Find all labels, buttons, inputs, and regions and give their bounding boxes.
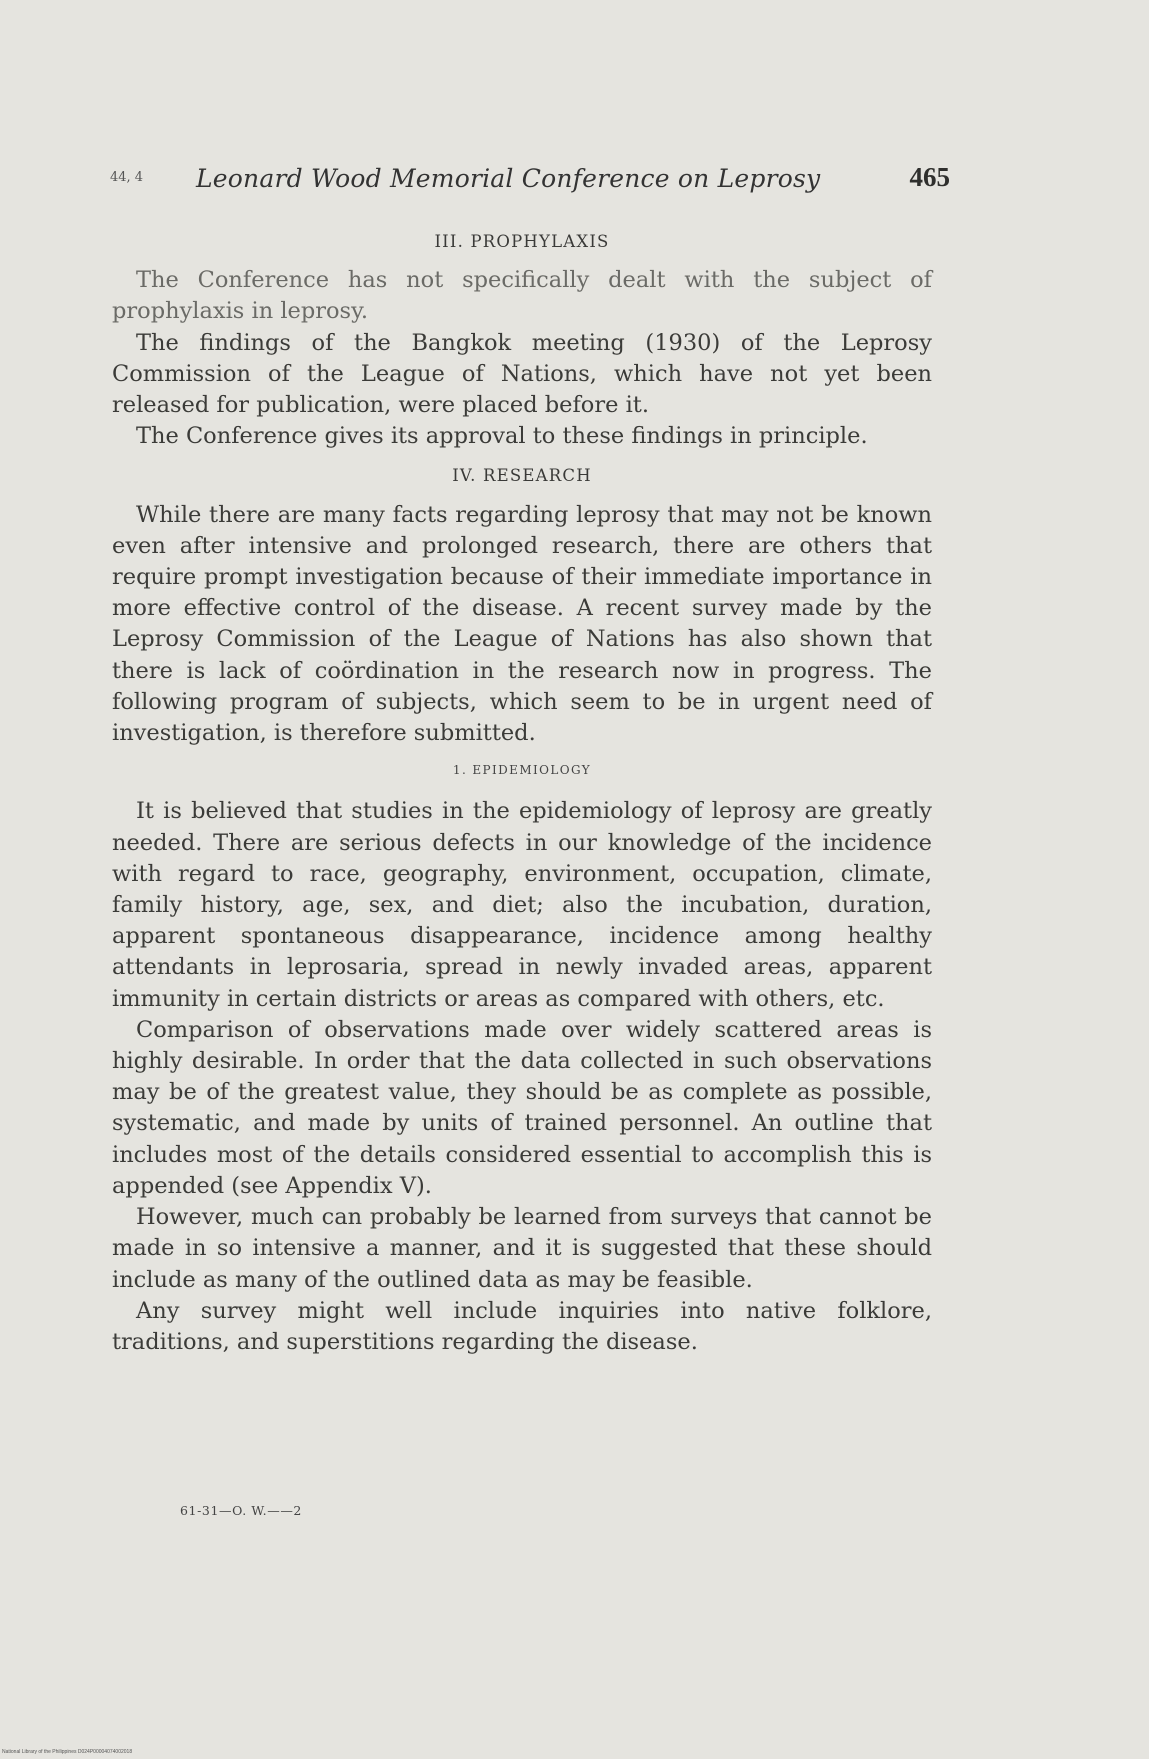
paragraph: The Conference has not specifically dealt with the subject of prophylaxis in leprosy. [112, 267, 932, 325]
page-number: 465 [909, 162, 950, 192]
paragraph: Comparison of observations made over widely scattered areas is highly desirable. In order that the data collected in such observations may be of the greatest value, they should be as complete as possible, systematic, and made by units of trained personnel. An outline that includes most of the details considered essential to accomplish this is appended (see Appendix V). [112, 1016, 932, 1199]
printer-code: 61-31—O. W.——2 [180, 1503, 302, 1518]
body-text [112, 222, 932, 1358]
paragraph: While there are many facts regarding leprosy that may not be known even after intensive and prolonged research, there are others that require prompt investigation because of their immediate importance in more effective control of the disease. A recent survey made by the Leprosy Commission of the League of Nations has also shown that there is lack of coördination in the research now in progress. The following program of subjects, which seem to be in urgent need of investigation, is therefore submitted. [112, 501, 932, 747]
archive-label: National Library of the Philippines D024P00004074002018 [2, 1749, 133, 1755]
paragraph: The Conference gives its approval to these findings in principle. [136, 423, 868, 450]
subsection-heading-epidemiology: 1. EPIDEMIOLOGY [452, 763, 592, 778]
paragraph: Any survey might well include inquiries into native folklore, traditions, and superstitions regarding the disease. [112, 1297, 932, 1355]
section-heading-research: IV. RESEARCH [452, 466, 592, 486]
page-header [110, 158, 950, 202]
running-title: Leonard Wood Memorial Conference on Leprosy [196, 164, 821, 193]
paragraph: The findings of the Bangkok meeting (1930) of the Leprosy Commission of the League of Nations, which have not yet been released for publication, were placed before it. [112, 329, 932, 419]
paragraph: However, much can probably be learned from surveys that cannot be made in so intensive a manner, and it is suggested that these should include as many of the outlined data as may be feasible. [112, 1204, 932, 1293]
paragraph: It is believed that studies in the epidemiology of leprosy are greatly needed. There are serious defects in our knowledge of the incidence with regard to race, geography, environment, occupation, climate, family history, age, sex, and diet; also the incubation, duration, apparent spontaneous disappearance, incidence among healthy attendants in leprosaria, spread in newly invaded areas, apparent immunity in certain districts or areas as compared with others, etc. [112, 798, 932, 1012]
volume-number: 44, 4 [110, 170, 144, 185]
section-heading-prophylaxis: III. PROPHYLAXIS [434, 232, 610, 251]
